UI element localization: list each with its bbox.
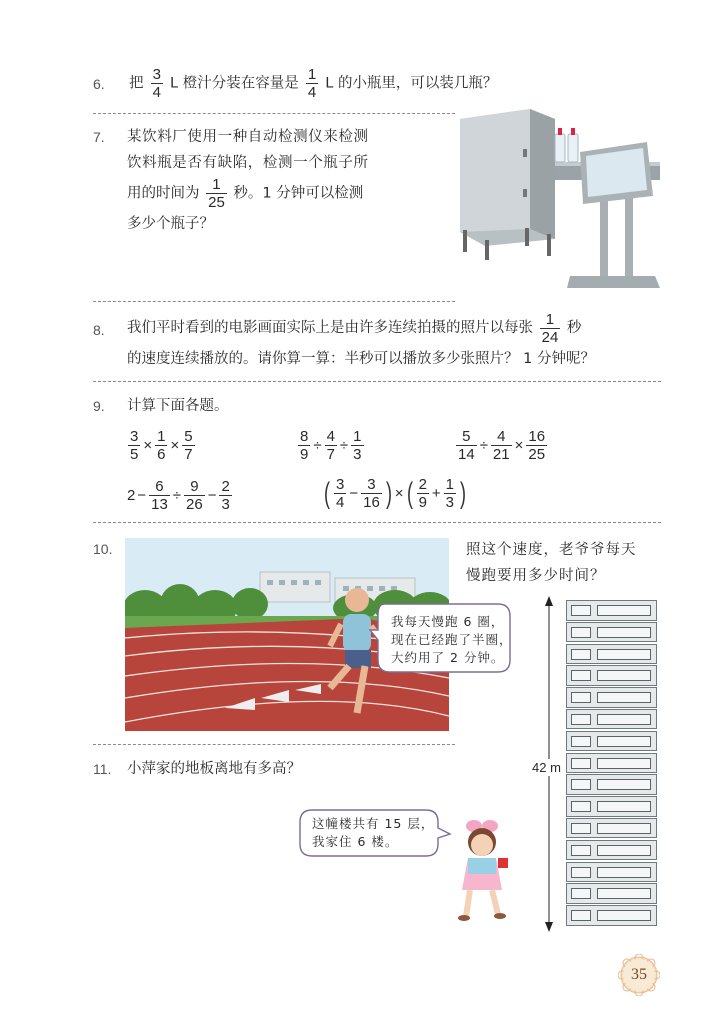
apartment-building xyxy=(566,600,657,927)
building-floor xyxy=(566,774,657,795)
girl-illustration xyxy=(448,818,520,924)
building-floor xyxy=(566,796,657,817)
building-floor xyxy=(566,905,657,926)
height-label: 42 m xyxy=(532,760,561,775)
question-text: 照这个速度，老爷爷每天 慢跑要用多少时间？ xyxy=(466,542,637,584)
divider xyxy=(93,113,455,114)
question-number: 9. xyxy=(93,398,105,414)
building-floor xyxy=(566,753,657,774)
building-floor xyxy=(566,644,657,665)
building-floors xyxy=(566,600,657,926)
question-number: 11. xyxy=(93,761,112,777)
building-floor xyxy=(566,818,657,839)
fraction: $\frac{1}{24}$ xyxy=(541,310,559,346)
question-6 xyxy=(93,66,497,101)
building-floor xyxy=(566,709,657,730)
divider xyxy=(93,744,455,745)
fraction: $\frac{1}{4}$ xyxy=(307,66,317,101)
building-floor xyxy=(566,883,657,904)
question-text: L 的小瓶里，可以装几瓶？ xyxy=(325,75,498,92)
expression-2: $\frac{8}{9}$ ÷ $\frac{4}{7}$ ÷ $\frac{1}{3}$ xyxy=(300,428,362,463)
expression-5: ( $\frac{3}{4}$ − $\frac{3}{16}$ ) × ( $\frac{2}{9}$ + $\frac{1}{3}$ ) xyxy=(324,476,467,511)
building-floor xyxy=(566,687,657,708)
speech-bubble-text: 这幢楼共有 15 层， 我家住 6 楼。 xyxy=(312,816,435,849)
expression-3: $\frac{5}{14}$ ÷ $\frac{4}{21}$ × $\frac{16}{25}$ xyxy=(458,428,546,463)
fraction: $\frac{1}{25}$ xyxy=(208,176,225,211)
question-number: 8. xyxy=(93,322,105,338)
divider xyxy=(93,381,661,382)
inspection-machine-illustration xyxy=(455,104,670,294)
question-number: 7. xyxy=(93,129,105,145)
building-floor xyxy=(566,840,657,861)
building-floor xyxy=(566,622,657,643)
fraction: $\frac{3}{4}$ xyxy=(152,66,161,101)
expression-1: $\frac{3}{5}$ × $\frac{1}{6}$ × $\frac{5}{7}$ xyxy=(130,428,193,463)
question-text: 饮料瓶是否有缺陷，检测一个瓶子所 xyxy=(127,155,369,171)
question-text-line: 我们平时看到的电影画面实际上是由许多连续拍摄的照片以每张 $\frac{1}{24}$ 秒 xyxy=(127,310,582,346)
expression-4: 2 − $\frac{6}{13}$ ÷ $\frac{9}{26}$ − $\frac{2}{3}$ xyxy=(127,478,230,513)
question-text: L 橙汁分装在容量是 xyxy=(170,75,299,92)
divider xyxy=(93,522,661,523)
question-text: 某饮料厂使用一种自动检测仪来检测 xyxy=(127,129,369,145)
question-number: 6. xyxy=(93,75,105,92)
question-text: 多少个瓶子？ xyxy=(127,216,214,232)
question-text: 小萍家的地板离地有多高？ xyxy=(127,761,301,777)
question-text-line: 用的时间为 $\frac{1}{25}$ 秒。1 分钟可以检测 xyxy=(127,176,364,211)
question-text: 的速度连续播放的。请你算一算：半秒可以播放多少张照片？ 1 分钟呢？ xyxy=(127,351,595,367)
building-floor xyxy=(566,731,657,752)
building-floor xyxy=(566,600,657,621)
page-number: 35 xyxy=(631,966,647,983)
question-text: 把 xyxy=(129,75,144,92)
question-title: 计算下面各题。 xyxy=(127,398,229,414)
divider xyxy=(93,301,455,302)
building-floor xyxy=(566,665,657,686)
building-floor xyxy=(566,862,657,883)
question-number: 10. xyxy=(93,541,113,557)
speech-bubble-text: 我每天慢跑 6 圈， 现在已经跑了半圈， 大约用了 2 分钟。 xyxy=(391,614,513,665)
